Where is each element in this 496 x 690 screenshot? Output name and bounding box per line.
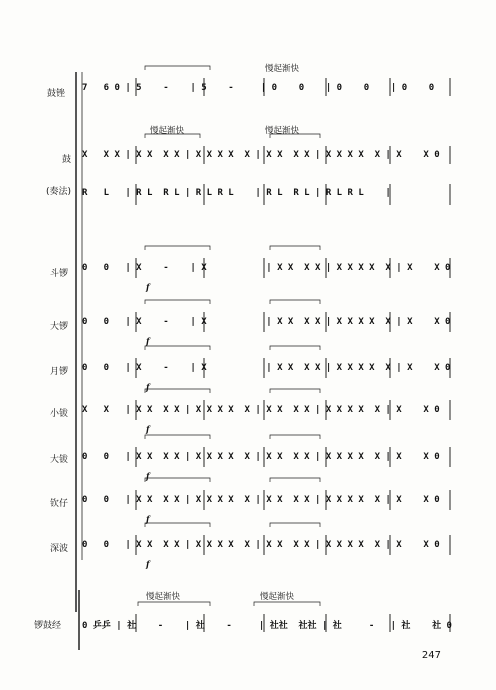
dynamic-mark: f bbox=[146, 336, 150, 346]
dynamic-mark: f bbox=[146, 382, 150, 392]
staff-notation: 0 0 | X X X X | X X X X X | X X X X | X X X X X | X X 0 bbox=[82, 495, 440, 505]
tempo-marking: 慢起渐快 bbox=[150, 126, 185, 136]
tempo-marking: 慢起渐快 bbox=[146, 592, 181, 602]
tempo-marking: 慢起渐快 bbox=[265, 64, 300, 74]
staff-notation: 0 0 | X X X X | X X X X X | X X X X | X X X X X | X X 0 bbox=[82, 452, 440, 462]
staff-label: (奏法) bbox=[46, 187, 72, 197]
staff-notation: X X | X X X X | X X X X X | X X X X | X X X X X | X X 0 bbox=[82, 405, 440, 415]
staff-notation: R L | R L R L | R L R L | R L R L | R L R L | bbox=[82, 188, 391, 198]
staff-notation: 0 0 | X - | X | X X X X | X X X X X | X X 0 bbox=[82, 263, 451, 273]
staff-notation: 0 0 | X - | X | X X X X | X X X X X | X X 0 bbox=[82, 363, 451, 373]
staff-label: 小钹 bbox=[50, 409, 69, 419]
staff-notation: 7 6 0 | 5 - | 5 - | 0 0 | 0 0 | 0 0 bbox=[82, 83, 435, 93]
staff-label: 深波 bbox=[50, 544, 69, 554]
staff-label: 锣鼓经 bbox=[34, 621, 62, 631]
staff-label: 鼓 bbox=[62, 155, 72, 165]
dynamic-mark: f bbox=[146, 424, 150, 434]
staff-notation: 0 0 | X - | X | X X X X | X X X X X | X X 0 bbox=[82, 317, 451, 327]
tempo-marking: 慢起渐快 bbox=[265, 126, 300, 136]
staff-label: 大锣 bbox=[50, 322, 69, 332]
staff-label: 月锣 bbox=[50, 367, 69, 377]
dynamic-mark: f bbox=[146, 282, 150, 292]
dynamic-mark: f bbox=[146, 471, 150, 481]
staff-label: 钦仔 bbox=[50, 499, 69, 509]
staff-label: 斗锣 bbox=[50, 269, 69, 279]
page-number: 247 bbox=[421, 650, 441, 661]
staff-notation: X X X | X X X X | X X X X X | X X X X | X X X X X | X X 0 bbox=[82, 150, 440, 160]
staff-notation: 0 0 | X X X X | X X X X X | X X X X | X X X X X | X X 0 bbox=[82, 540, 440, 550]
luogu-notation: 0 乒乒 | 社 - | 社 - | 社社 社社 | 社 - | 社 社 0 bbox=[82, 621, 452, 631]
staff-label: 大钹 bbox=[50, 455, 69, 465]
dynamic-mark: f bbox=[146, 559, 150, 569]
dynamic-mark: f bbox=[146, 514, 150, 524]
tempo-marking: 慢起渐快 bbox=[260, 592, 295, 602]
staff-label: 鼓锉 bbox=[47, 89, 66, 99]
